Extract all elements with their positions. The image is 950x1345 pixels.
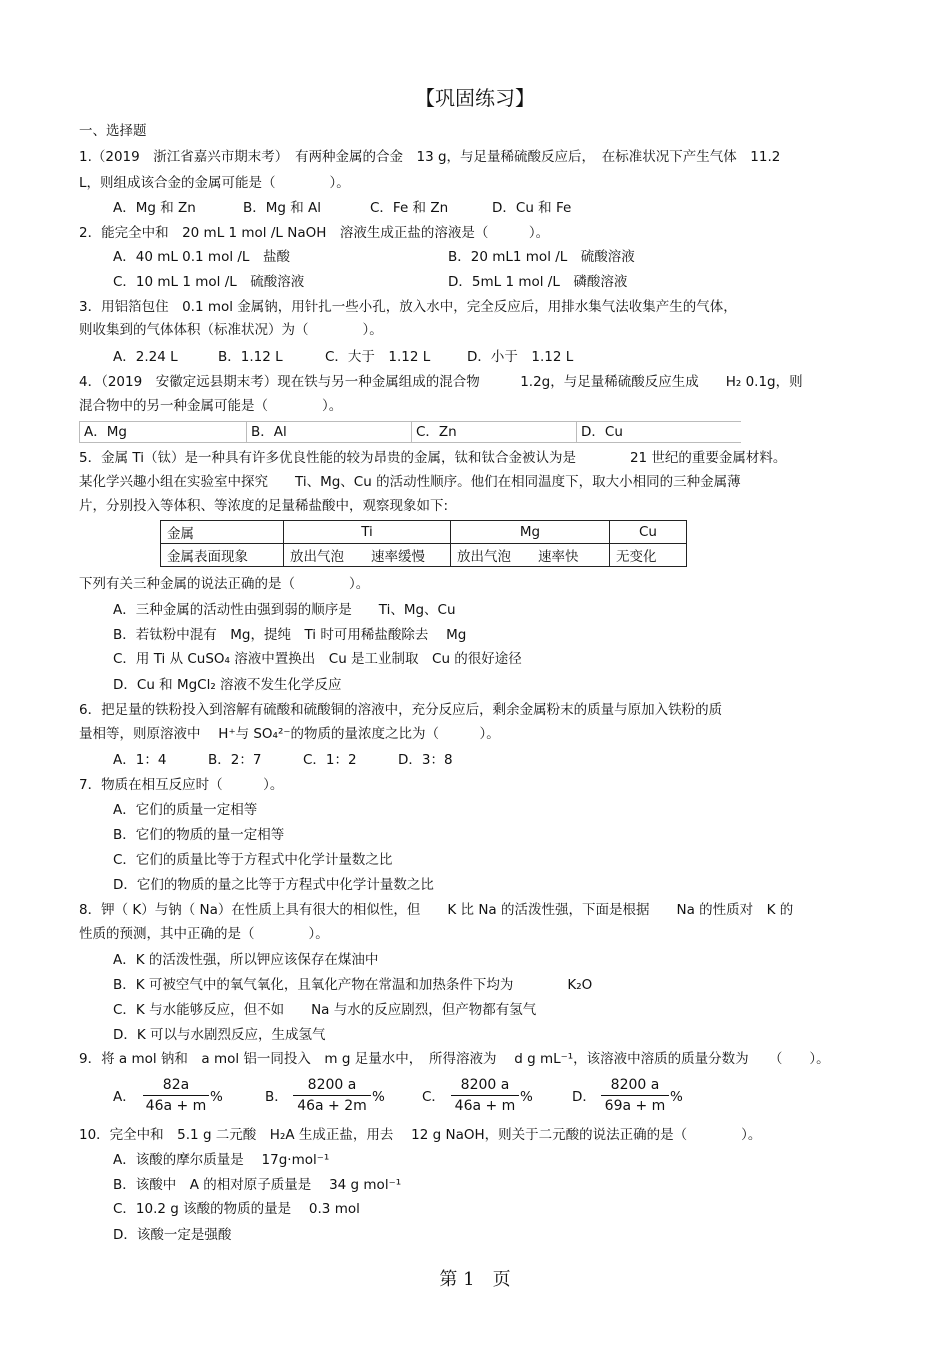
q3-option-c: C．大于 1.12 L [325, 349, 431, 365]
q10-option-d: D．该酸一定是强酸 [113, 1227, 232, 1243]
q10-stem: 10．完全中和 5.1 g 二元酸 H₂A 生成正盐，用去 12 g NaOH，则关于二元酸的说法正确的是（ ）。 [79, 1127, 762, 1143]
q9-option-a-percent: % [210, 1089, 223, 1105]
q4-stem-line2: 混合物中的另一种金属可能是（ ）。 [79, 398, 343, 414]
q8-stem-line2: 性质的预测，其中正确的是（ ）。 [79, 926, 329, 942]
table-header-row [161, 521, 687, 544]
fraction-numerator: 8200 a [307, 1077, 357, 1093]
fraction-bar [451, 1095, 519, 1096]
q6-option-a: A．1：4 [113, 752, 167, 768]
q9-option-a-label: A． [113, 1089, 136, 1105]
q1-option-b: B．Mg 和 Al [243, 200, 322, 216]
q8-option-d: D．K 可以与水剧烈反应，生成氢气 [113, 1027, 326, 1043]
fraction-numerator: 8200 a [460, 1077, 510, 1093]
q5-option-a: A．三种金属的活动性由强到弱的顺序是 Ti、Mg、Cu [113, 602, 456, 618]
q1-option-d: D．Cu 和 Fe [492, 200, 572, 216]
fraction-denominator: 69a + m [604, 1098, 666, 1114]
q7-option-c: C．它们的质量比等于方程式中化学计量数之比 [113, 852, 393, 868]
table-cell: Mg [451, 521, 610, 544]
q8-option-a: A．K 的活泼性强，所以钾应该保存在煤油中 [113, 952, 379, 968]
q6-stem-line1: 6．把足量的铁粉投入到溶解有硫酸和硫酸铜的溶液中，充分反应后，剩余金属粉末的质量与原加入铁粉的质 [79, 702, 723, 718]
q9-option-b-percent: % [372, 1089, 385, 1105]
q4-option-b: B．Al [246, 422, 287, 442]
q2-option-b: B．20 mL1 mol /L 硫酸溶液 [448, 249, 635, 265]
q2-stem: 2．能完全中和 20 mL 1 mol /L NaOH 溶液生成正盐的溶液是（ ）。 [79, 225, 550, 241]
fraction-bar [293, 1095, 371, 1096]
q5-stem-line4: 下列有关三种金属的说法正确的是（ ）。 [79, 576, 370, 592]
q3-option-d: D．小于 1.12 L [467, 349, 574, 365]
q5-stem-line2: 某化学兴趣小组在实验室中探究 Ti、Mg、Cu 的活动性顺序。他们在相同温度下，取大小相同的三种金属薄 [79, 474, 741, 490]
q3-stem-line2: 则收集到的气体体积（标准状况）为（ ）。 [79, 322, 383, 338]
q4-option-c: C．Zn [411, 422, 457, 442]
q6-option-c: C．1：2 [303, 752, 357, 768]
page-title: 【巩固练习】 [415, 86, 535, 110]
q4-option-d: D．Cu [576, 422, 623, 442]
q5-option-b: B．若钛粉中混有 Mg，提纯 Ti 时可用稀盐酸除去 Mg [113, 627, 467, 643]
q9-option-c-label: C． [422, 1089, 445, 1105]
q5-option-d: D．Cu 和 MgCl₂ 溶液不发生化学反应 [113, 677, 342, 693]
q5-option-c: C．用 Ti 从 CuSO₄ 溶液中置换出 Cu 是工业制取 Cu 的很好途径 [113, 651, 522, 667]
table-cell: 放出气泡 速率缓慢 [284, 544, 451, 567]
q9-option-a-fraction [143, 1076, 209, 1115]
q8-option-c: C．K 与水能够反应，但不如 Na 与水的反应剧烈，但产物都有氢气 [113, 1002, 537, 1018]
q3-stem-line1: 3．用铝箔包住 0.1 mol 金属钠，用针扎一些小孔，放入水中，完全反应后，用排水集气法收集产生的气体， [79, 299, 737, 315]
q1-option-c: C．Fe 和 Zn [370, 200, 449, 216]
q9-option-b-label: B． [265, 1089, 288, 1105]
q5-stem-line3: 片，分别投入等体积、等浓度的足量稀盐酸中，观察现象如下: [79, 498, 449, 514]
q9-option-c-fraction [451, 1076, 519, 1115]
q1-stem-line1: 1.（2019 浙江省嘉兴市期末考） 有两种金属的合金 13 g，与足量稀硫酸反应后， 在标准状况下产生气体 11.2 [79, 149, 781, 165]
fraction-bar [143, 1095, 209, 1096]
q8-stem-line1: 8．钾（ K）与钠（ Na）在性质上具有很大的相似性，但 K 比 Na 的活泼性强，下面是根据 Na 的性质对 K 的 [79, 902, 794, 918]
table-cell: 金属表面现象 [161, 544, 284, 567]
q6-option-b: B．2：7 [208, 752, 262, 768]
table-cell: 放出气泡 速率快 [451, 544, 610, 567]
fraction-bar [601, 1095, 669, 1096]
q3-option-b: B．1.12 L [218, 349, 283, 365]
q4-options-box [79, 421, 741, 443]
fraction-numerator: 8200 a [610, 1077, 660, 1093]
q9-option-b-fraction [293, 1076, 371, 1115]
fraction-denominator: 46a + 2m [297, 1098, 367, 1114]
q9-stem: 9．将 a mol 钠和 a mol 铝一同投入 m g 足量水中， 所得溶液为 d g mL⁻¹，该溶液中溶质的质量分数为 （ ）。 [79, 1051, 830, 1067]
q1-option-a: A．Mg 和 Zn [113, 200, 196, 216]
q3-option-a: A．2.24 L [113, 349, 178, 365]
fraction-numerator: 82a [162, 1077, 190, 1093]
q7-stem: 7．物质在相互反应时（ ）。 [79, 777, 284, 793]
q10-option-b: B．该酸中 A 的相对原子质量是 34 g mol⁻¹ [113, 1177, 402, 1193]
q4-stem-line1: 4．（2019 安徽定远县期末考）现在铁与另一种金属组成的混合物 1.2g，与足量稀硫酸反应生成 H₂ 0.1g，则 [79, 374, 803, 390]
q4-option-a: A．Mg [84, 424, 127, 440]
section-heading: 一、选择题 [79, 123, 147, 139]
table-cell: 金属 [161, 521, 284, 544]
table-cell: Ti [284, 521, 451, 544]
q5-observation-table [160, 520, 687, 567]
q6-stem-line2: 量相等，则原溶液中 H⁺与 SO₄²⁻的物质的量浓度之比为（ ）。 [79, 726, 500, 742]
fraction-denominator: 46a + m [454, 1098, 516, 1114]
q10-option-a: A．该酸的摩尔质量是 17g·mol⁻¹ [113, 1152, 330, 1168]
q9-option-d-label: D． [572, 1089, 596, 1105]
q2-option-a: A．40 mL 0.1 mol /L 盐酸 [113, 249, 290, 265]
q9-option-c-percent: % [520, 1089, 533, 1105]
table-row [161, 544, 687, 567]
q10-option-c: C．10.2 g 该酸的物质的量是 0.3 mol [113, 1201, 360, 1217]
q7-option-a: A．它们的质量一定相等 [113, 802, 258, 818]
table-cell: 无变化 [610, 544, 687, 567]
q7-option-b: B．它们的物质的量一定相等 [113, 827, 285, 843]
q5-stem-line1: 5．金属 Ti（钛）是一种具有许多优良性能的较为昂贵的金属，钛和钛合金被认为是 21 世纪的重要金属材料。 [79, 450, 787, 466]
page-number: 第 1 页 [439, 1269, 511, 1290]
q7-option-d: D．它们的物质的量之比等于方程式中化学计量数之比 [113, 877, 434, 893]
q6-option-d: D．3：8 [398, 752, 453, 768]
table-cell: Cu [610, 521, 687, 544]
q2-option-d: D．5mL 1 mol /L 磷酸溶液 [448, 274, 628, 290]
fraction-denominator: 46a + m [145, 1098, 207, 1114]
q9-option-d-fraction [601, 1076, 669, 1115]
q2-option-c: C．10 mL 1 mol /L 硫酸溶液 [113, 274, 305, 290]
q8-option-b: B．K 可被空气中的氧气氧化，且氧化产物在常温和加热条件下均为 K₂O [113, 977, 593, 993]
q1-stem-line2: L，则组成该合金的金属可能是（ ）。 [79, 175, 350, 191]
q9-option-d-percent: % [670, 1089, 683, 1105]
